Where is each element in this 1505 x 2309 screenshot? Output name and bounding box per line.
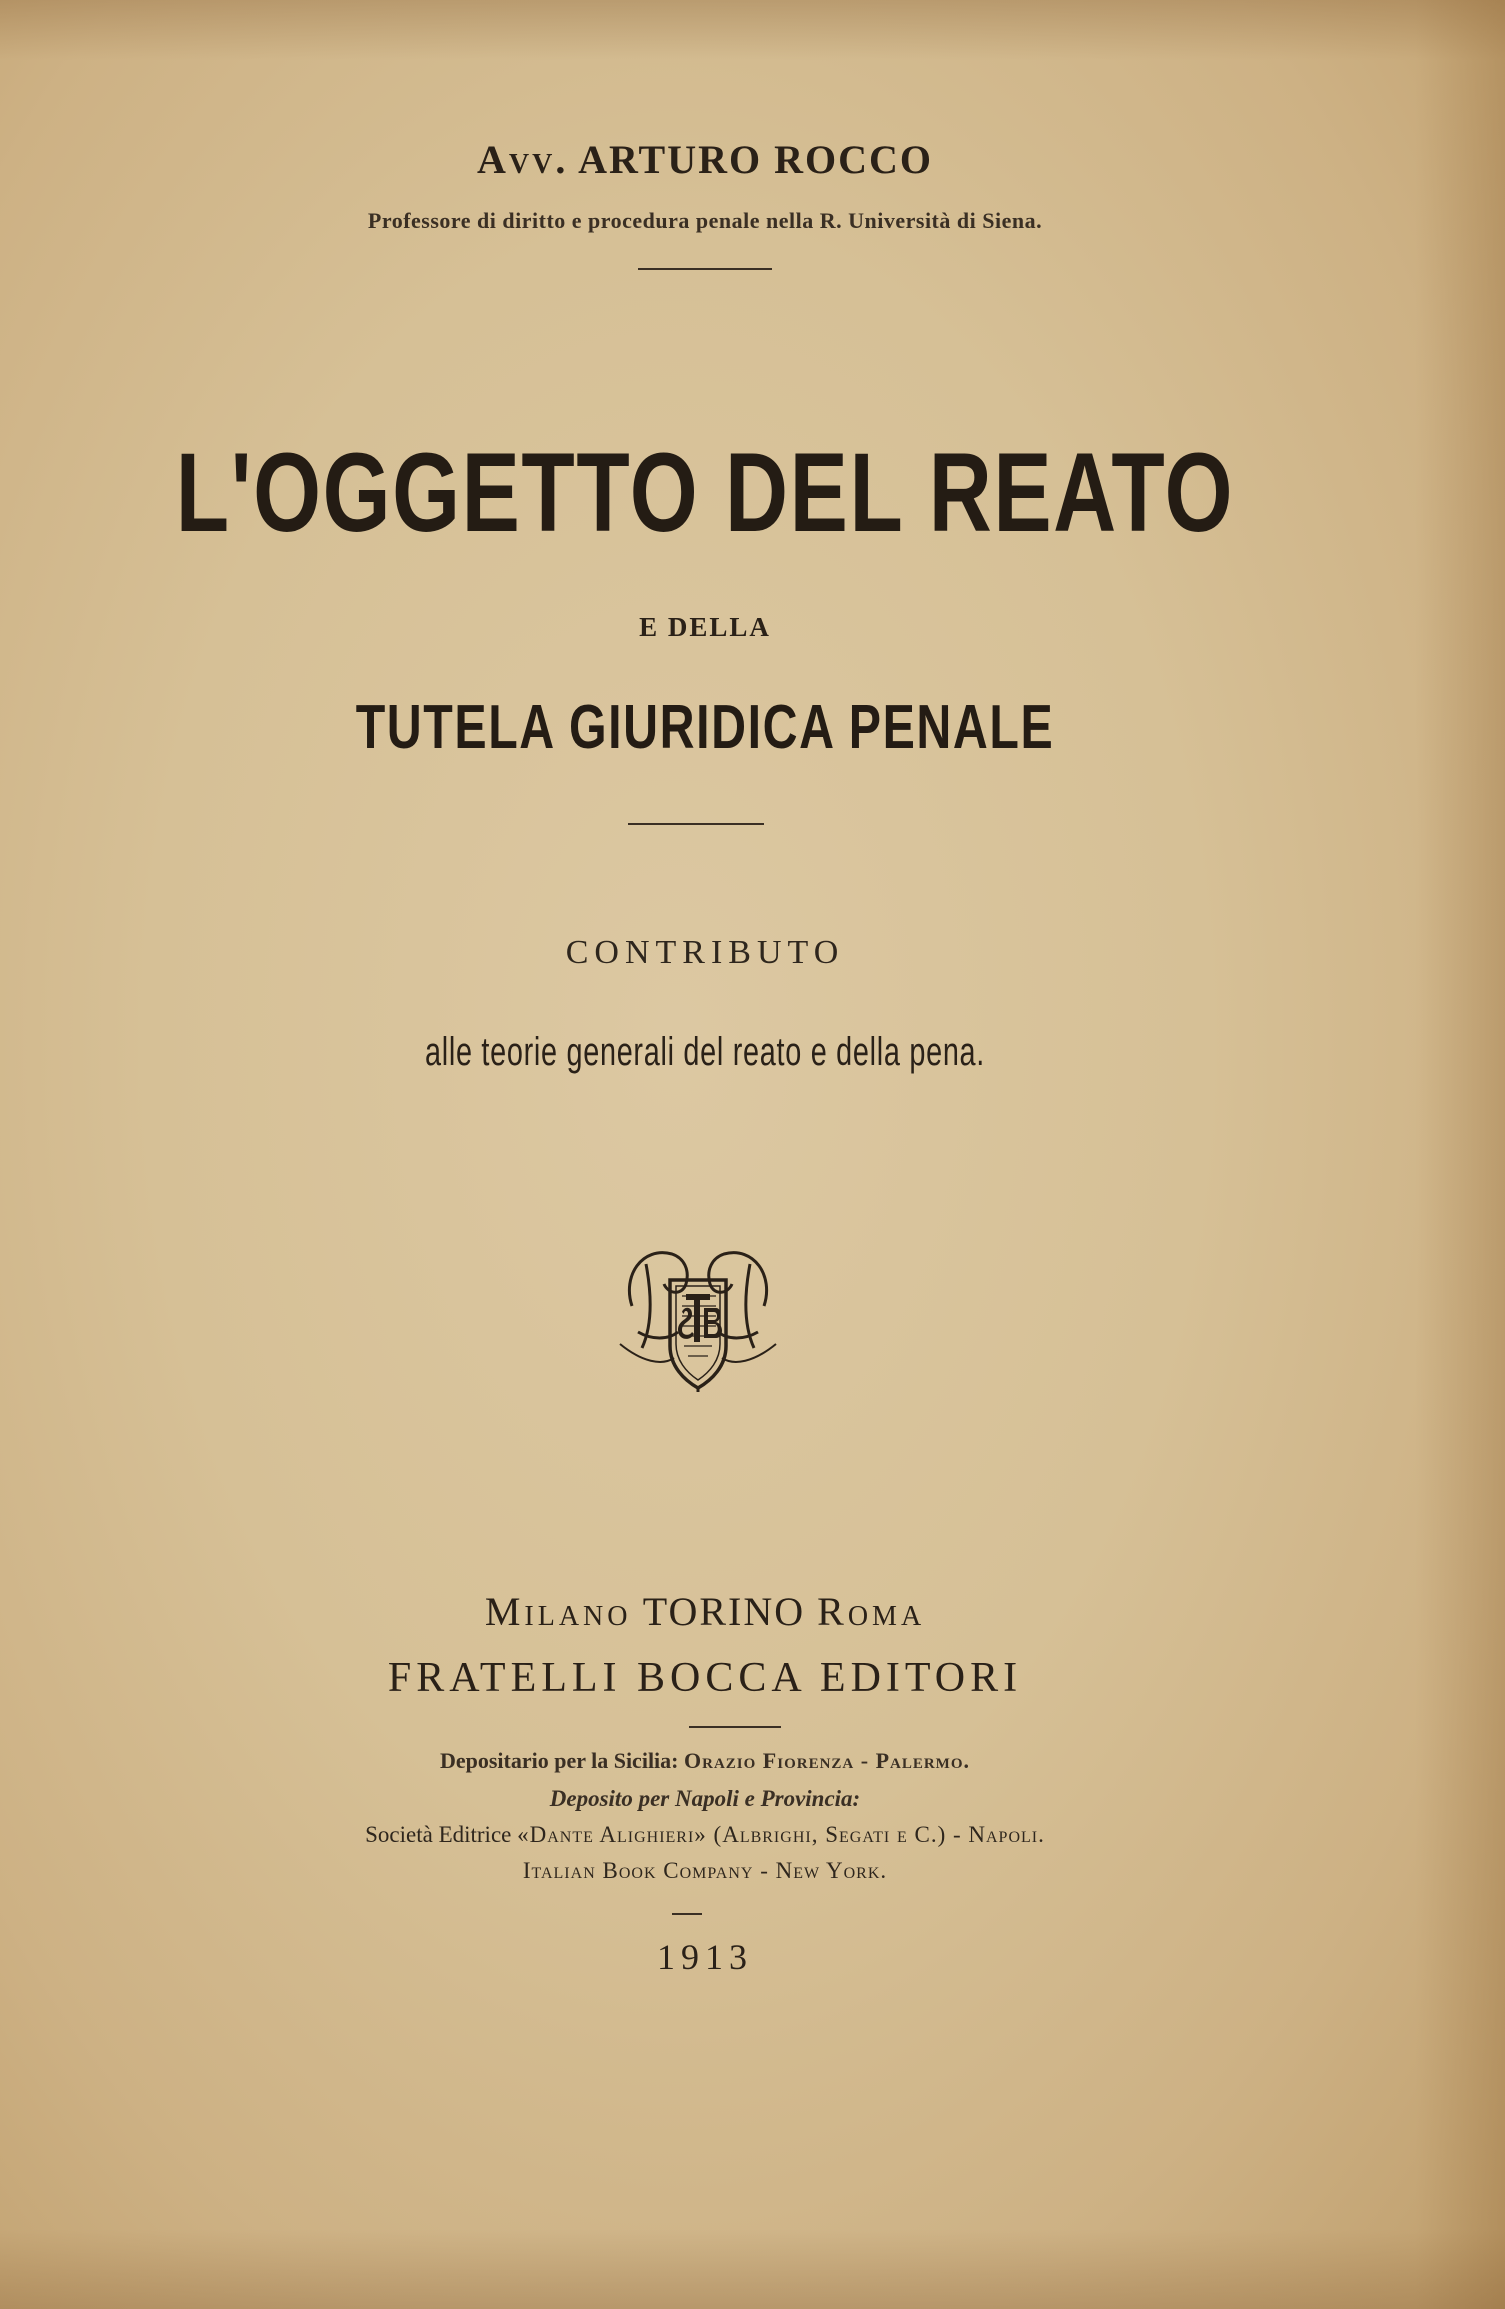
depositary-sicily-prefix: Depositario per la Sicilia: bbox=[439, 1748, 679, 1773]
deposit-naples: Deposito per Napoli e Provincia: bbox=[549, 1786, 861, 1811]
divider-rule bbox=[689, 1726, 781, 1728]
depositary-sicily-name: Orazio Fiorenza - Palermo. bbox=[684, 1748, 971, 1773]
publisher-name: FRATELLI BOCCA EDITORI bbox=[387, 1655, 1023, 1701]
depositary-sicily bbox=[0, 1748, 1410, 1774]
book-subtitle: TUTELA GIURIDICA PENALE bbox=[355, 693, 1055, 762]
title-conjunction: E DELLA bbox=[639, 612, 771, 642]
naples-name: «Dante Alighieri» (Albrighi, Segati e C.) - Napoli. bbox=[517, 1822, 1045, 1847]
page-edge-shadow-bottom bbox=[0, 2229, 1505, 2309]
publisher-emblem-icon bbox=[612, 1236, 784, 1394]
book-title: L'OGGETTO DEL REATO bbox=[175, 430, 1235, 555]
page-edge-shadow-right bbox=[1415, 0, 1505, 2309]
new-york-distributor: Italian Book Company - New York. bbox=[522, 1858, 888, 1883]
page-edge-shadow-top bbox=[0, 0, 1505, 60]
author-name: ARTURO ROCCO bbox=[578, 137, 933, 182]
naples-prefix: Società Editrice bbox=[365, 1822, 512, 1847]
city-milano: Milano bbox=[484, 1589, 632, 1634]
publication-cities bbox=[0, 1588, 1410, 1635]
author-affiliation: Professore di diritto e procedura penale nella R. Università di Siena. bbox=[367, 208, 1043, 233]
city-torino: TORINO bbox=[642, 1589, 806, 1634]
city-roma: Roma bbox=[817, 1589, 926, 1634]
divider-rule bbox=[628, 823, 764, 825]
divider-rule bbox=[672, 1913, 702, 1915]
contribution-label: CONTRIBUTO bbox=[565, 934, 845, 971]
contribution-text: alle teorie generali del reato e della pena. bbox=[424, 1030, 986, 1074]
naples-publisher bbox=[0, 1822, 1410, 1848]
publication-year: 1913 bbox=[657, 1937, 753, 1977]
author-line bbox=[0, 136, 1410, 183]
divider-rule bbox=[638, 268, 772, 270]
author-prefix: Avv. bbox=[477, 137, 569, 182]
